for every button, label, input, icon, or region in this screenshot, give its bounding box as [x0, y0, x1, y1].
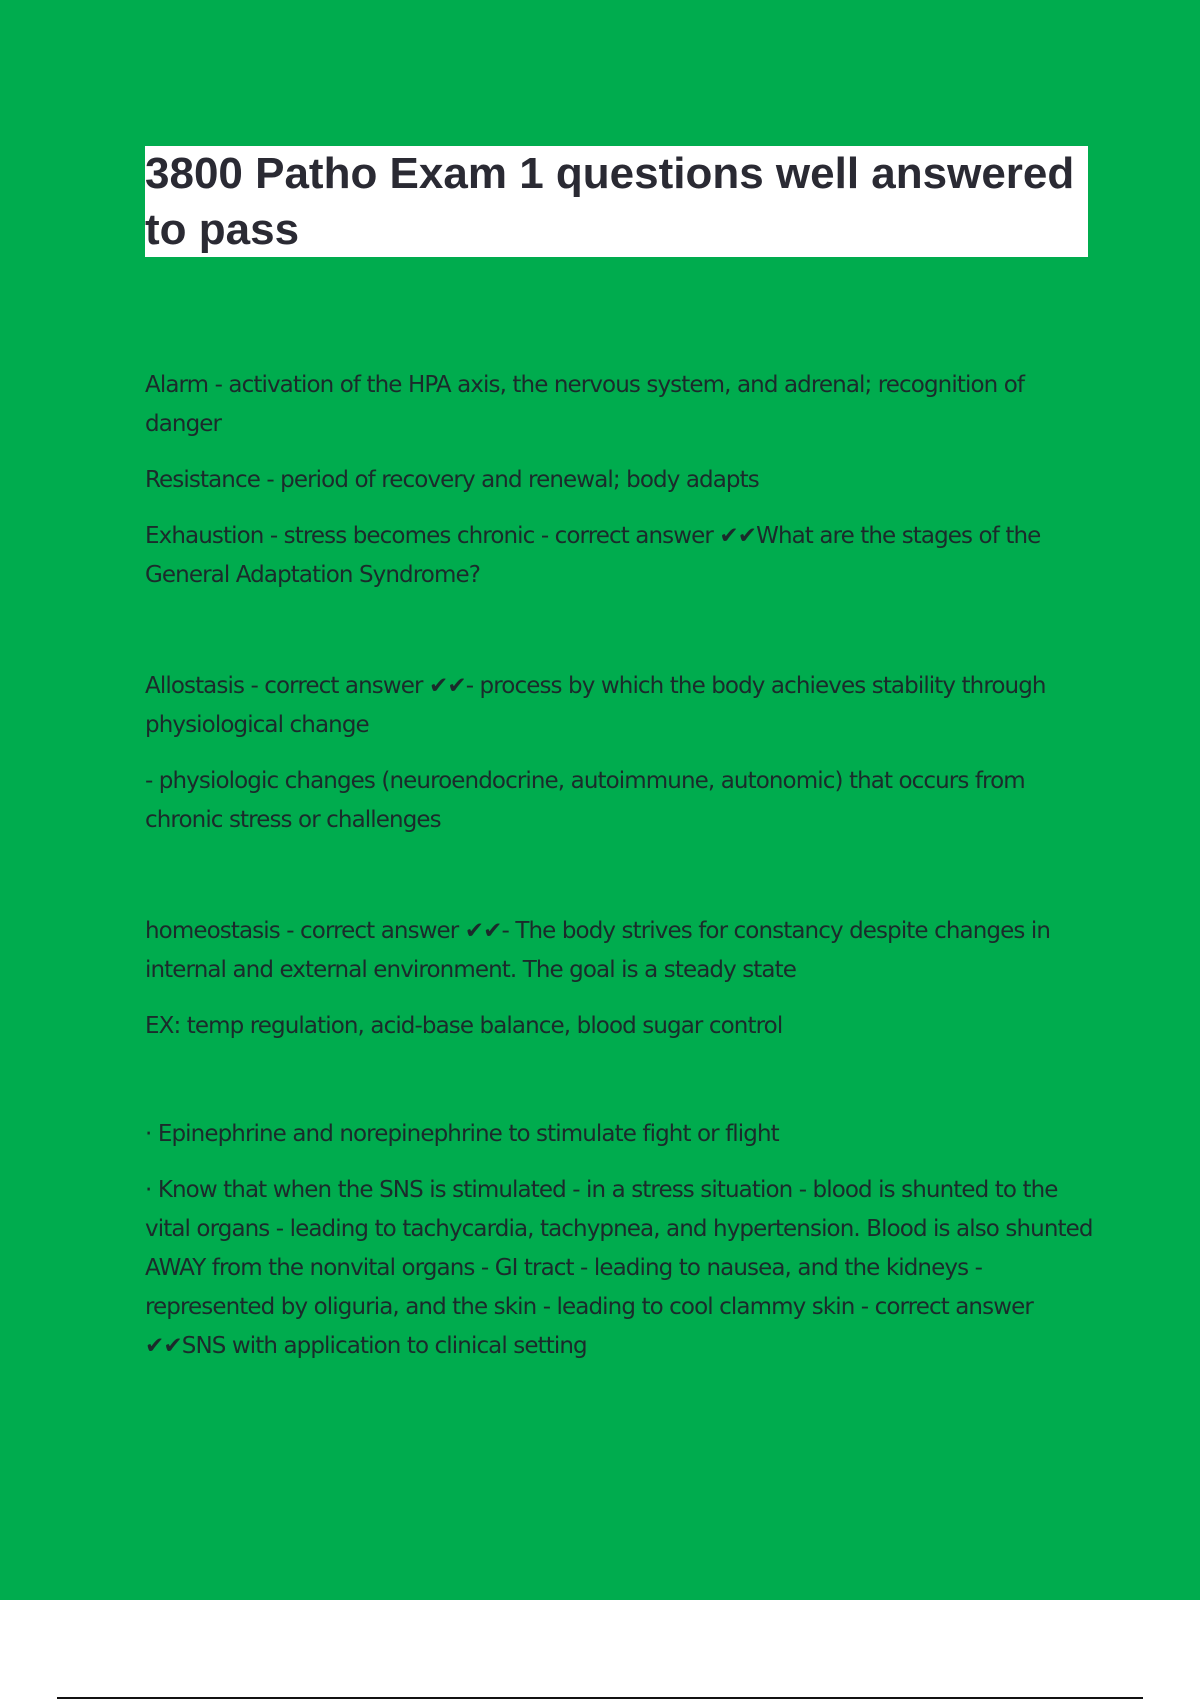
document-title: 3800 Patho Exam 1 questions well answered to pass	[145, 149, 1075, 254]
paragraph-allostasis: Allostasis - correct answer ✔✔- process by which the body achieves stability through physiological change	[145, 673, 1046, 738]
spacer	[145, 857, 1095, 912]
paragraph-homeostasis: homeostasis - correct answer ✔✔- The body strives for constancy despite changes in internal and external environment. The goal is a steady state	[145, 918, 1050, 983]
paragraph-epinephrine: · Epinephrine and norepinephrine to stimulate fight or flight	[145, 1121, 779, 1147]
paragraph-example: EX: temp regulation, acid-base balance, blood sugar control	[145, 1013, 783, 1039]
paragraph-sns: · Know that when the SNS is stimulated - in a stress situation - blood is shunted to the vital organs - leading to tachycardia, tachypnea, and hypertension. Blood is also shunted AWAY from the nonvital organs - GI tract - leading to nausea, and the kidneys - represented by oliguria, and the skin - leading to cool clammy skin - correct answer ✔✔SNS with application to clinical setting	[145, 1177, 1093, 1359]
paragraph-alarm: Alarm - activation of the HPA axis, the nervous system, and adrenal; recognition of danger	[145, 372, 1025, 437]
spacer	[145, 612, 1095, 667]
title-box	[145, 146, 1088, 257]
spacer	[145, 1063, 1095, 1115]
document-body	[145, 366, 1095, 1383]
paragraph-physiologic: - physiologic changes (neuroendocrine, autoimmune, autonomic) that occurs from chronic stress or challenges	[145, 768, 1025, 833]
paragraph-exhaustion: Exhaustion - stress becomes chronic - correct answer ✔✔What are the stages of the General Adaptation Syndrome?	[145, 523, 1041, 588]
paragraph-resistance: Resistance - period of recovery and renewal; body adapts	[145, 467, 759, 493]
footer-divider	[57, 1697, 1143, 1699]
